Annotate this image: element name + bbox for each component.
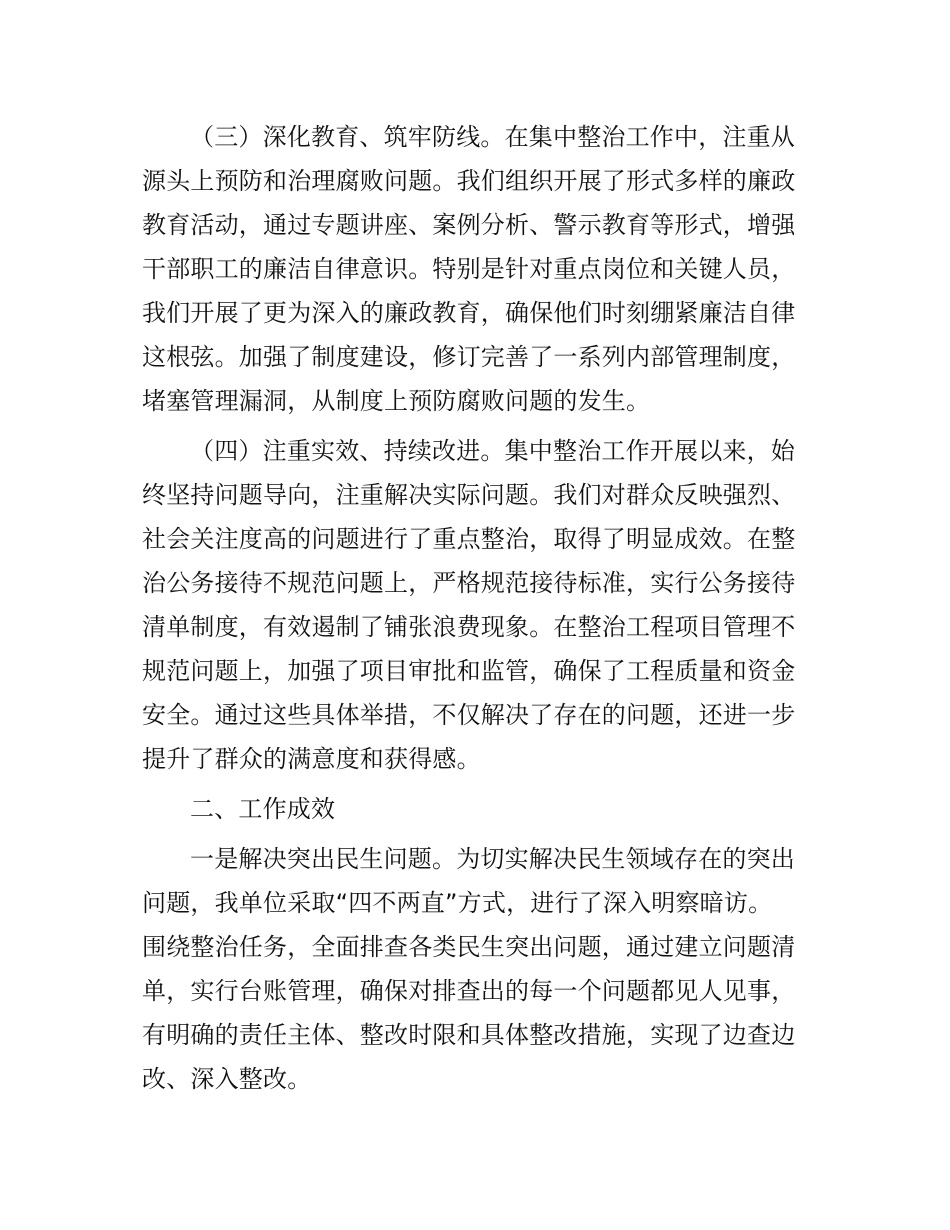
paragraph-line: 围绕整治任务，全面排查各类民生突出问题，通过建立问题清	[142, 933, 796, 961]
paragraph-line: 有明确的责任主体、整改时限和具体整改措施，实现了边查边	[142, 1021, 796, 1049]
paragraph-line: 干部职工的廉洁自律意识。特别是针对重点岗位和关键人员，	[142, 255, 796, 283]
paragraph-line: 源头上预防和治理腐败问题。我们组织开展了形式多样的廉政	[142, 167, 796, 195]
paragraph-line: （三）深化教育、筑牢防线。在集中整治工作中，注重从	[190, 123, 795, 151]
paragraph-line: 这根弦。加强了制度建设，修订完善了一系列内部管理制度，	[142, 343, 796, 371]
paragraph-line: （四）注重实效、持续改进。集中整治工作开展以来，始	[190, 437, 795, 465]
paragraph-line: 提升了群众的满意度和获得感。	[142, 745, 481, 773]
paragraph-line: 单，实行台账管理，确保对排查出的每一个问题都见人见事，	[142, 977, 796, 1005]
paragraph-line: 社会关注度高的问题进行了重点整治，取得了明显成效。在整	[142, 525, 796, 553]
paragraph-line: 一是解决突出民生问题。为切实解决民生领域存在的突出	[190, 845, 795, 873]
paragraph-line: 规范问题上，加强了项目审批和监管，确保了工程质量和资金	[142, 657, 796, 685]
paragraph-line: 终坚持问题导向，注重解决实际问题。我们对群众反映强烈、	[142, 481, 796, 509]
paragraph-line: 教育活动，通过专题讲座、案例分析、警示教育等形式，增强	[142, 211, 796, 239]
paragraph-line: 清单制度，有效遏制了铺张浪费现象。在整治工程项目管理不	[142, 613, 796, 641]
paragraph-line: 改、深入整改。	[142, 1065, 312, 1093]
paragraph-line: 治公务接待不规范问题上，严格规范接待标准，实行公务接待	[142, 569, 796, 597]
paragraph-line: 我们开展了更为深入的廉政教育，确保他们时刻绷紧廉洁自律	[142, 299, 796, 327]
paragraph-line: 安全。通过这些具体举措，不仅解决了存在的问题，还进一步	[142, 701, 796, 729]
section-heading: 二、工作成效	[190, 795, 336, 823]
paragraph-line: 问题，我单位采取“四不两直”方式，进行了深入明察暗访。	[142, 889, 773, 917]
paragraph-line: 堵塞管理漏洞，从制度上预防腐败问题的发生。	[142, 387, 651, 415]
